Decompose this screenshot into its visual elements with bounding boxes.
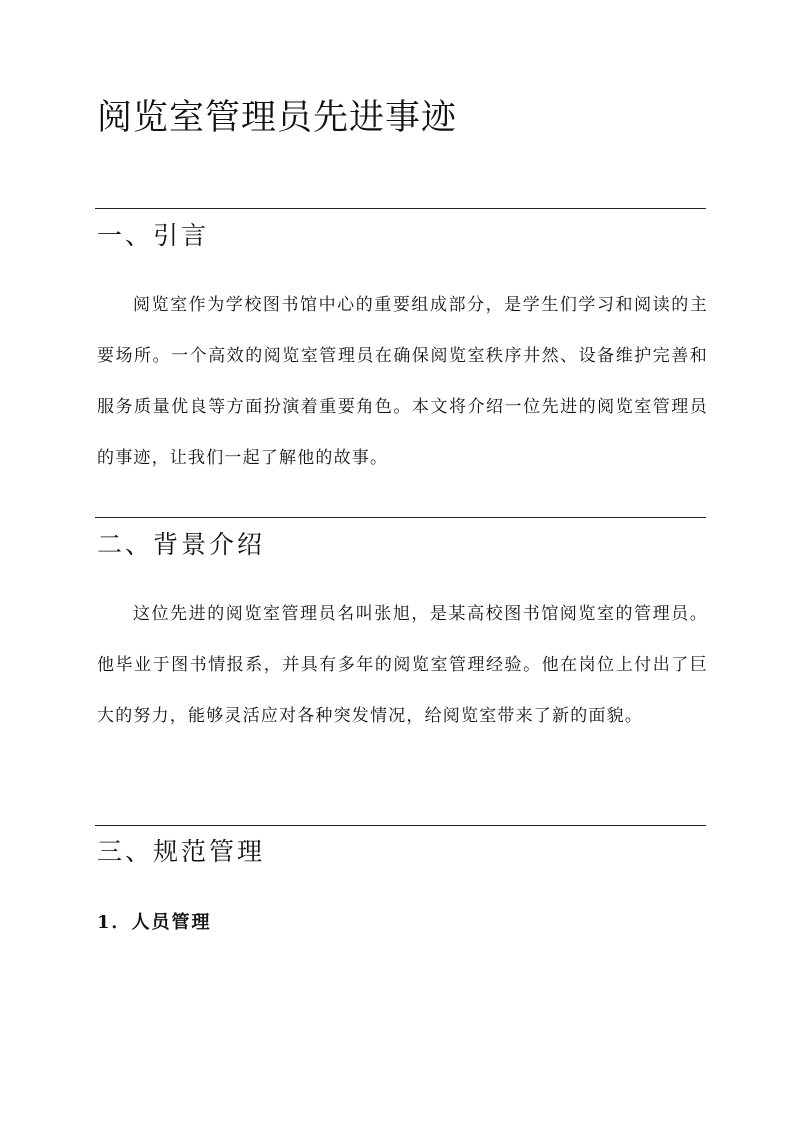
section-divider (95, 208, 706, 209)
section-heading-background: 二、背景介绍 (97, 530, 266, 559)
section-heading-standard-management: 三、规范管理 (97, 837, 266, 866)
section-paragraph-background: 这位先进的阅览室管理员名叫张旭，是某高校图书馆阅览室的管理员。他毕业于图书情报系，并具有多年的阅览室管理经验。他在岗位上付出了巨大的努力，能够灵活应对各种突发情况，给阅览室带来了新的面貌。 (97, 604, 708, 726)
subsection-heading-personnel-management: 1．人员管理 (97, 912, 212, 933)
section-heading-introduction: 一、引言 (97, 221, 210, 250)
section-divider (95, 825, 706, 826)
document-title: 阅览室管理员先进事迹 (97, 98, 458, 138)
section-divider (95, 517, 706, 518)
section-paragraph-introduction: 阅览室作为学校图书馆中心的重要组成部分，是学生们学习和阅读的主要场所。一个高效的阅览室管理员在确保阅览室秩序井然、设备维护完善和服务质量优良等方面扮演着重要角色。本文将介绍一位先进的阅览室管理员的事迹，让我们一起了解他的故事。 (97, 295, 708, 468)
